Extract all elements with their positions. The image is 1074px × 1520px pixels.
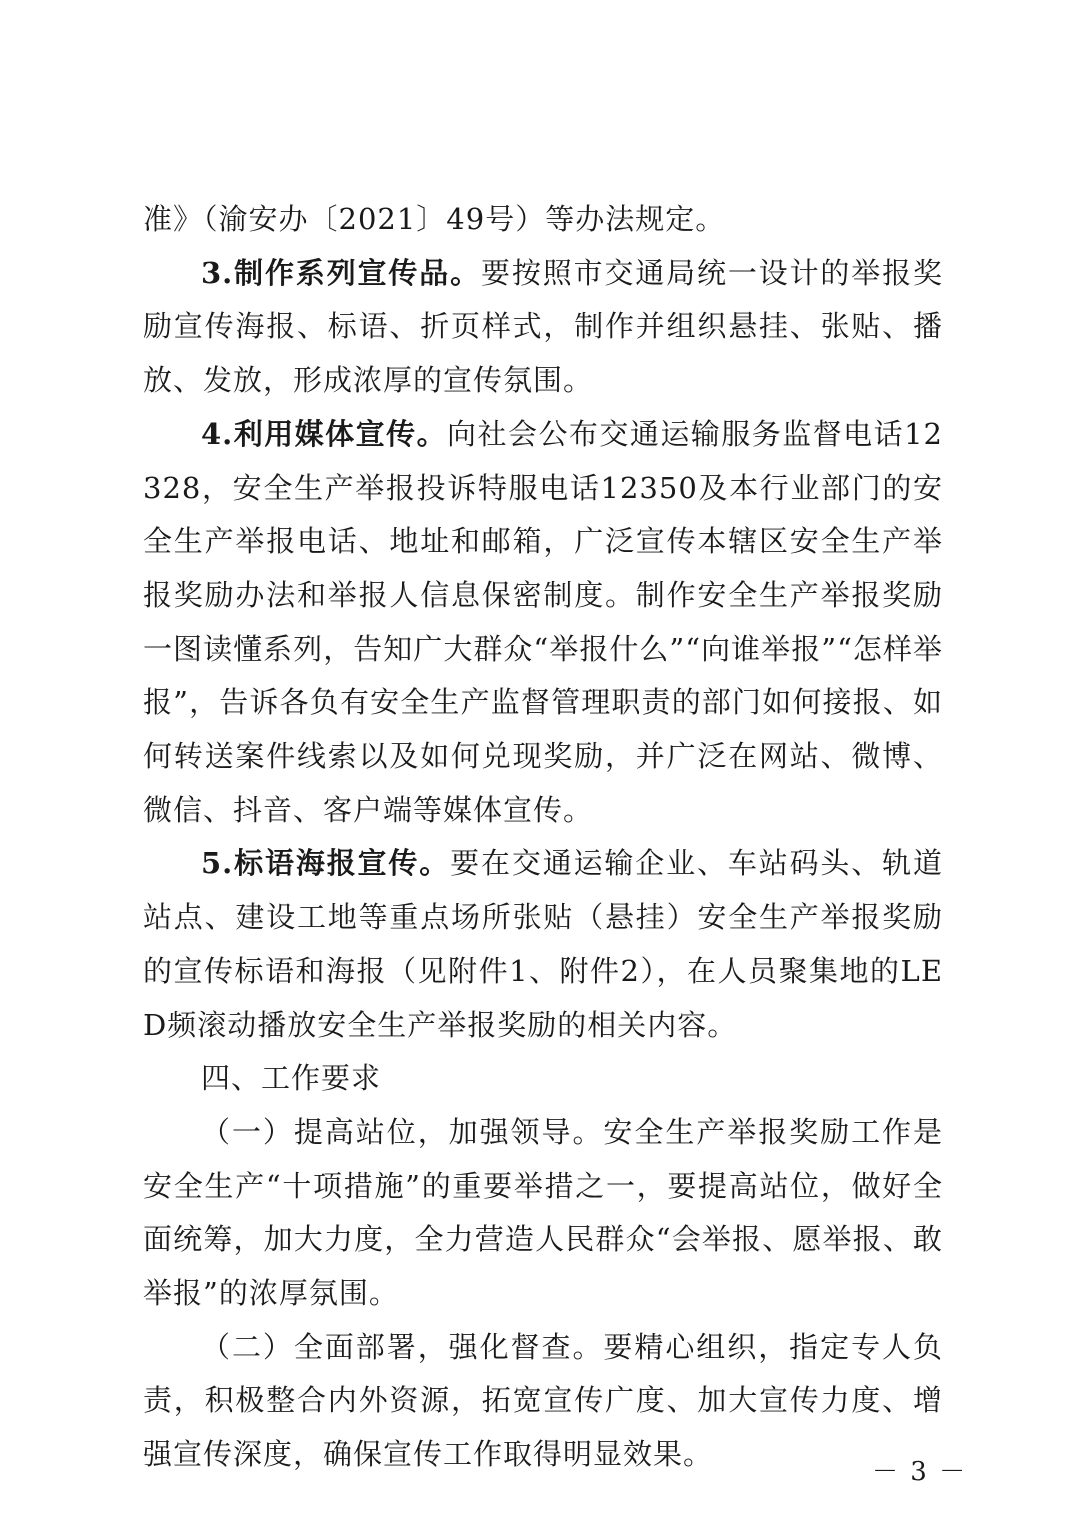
- paragraph-requirement-1: [143, 1106, 943, 1321]
- paragraph-item-5: [143, 837, 943, 1052]
- item-heading: 3.制作系列宣传品。: [201, 255, 481, 290]
- paragraph-continuation: [143, 193, 943, 247]
- page-number: － 3 －: [872, 1457, 968, 1487]
- item-heading: 4.利用媒体宣传。: [201, 416, 448, 451]
- paragraph-text: （二）全面部署，强化督查。要精心组织，指定专人负责，积极整合内外资源，拓宽宣传广度、加大宣传力度、增强宣传深度，确保宣传工作取得明显效果。: [143, 1329, 943, 1472]
- paragraph-text: 要按照市交通局统一设计的举报奖励宣传海报、标语、折页样式，制作并组织悬挂、张贴、播放、发放，形成浓厚的宣传氛围。: [143, 255, 943, 398]
- paragraph-text: （一）提高站位，加强领导。安全生产举报奖励工作是安全生产“十项措施”的重要举措之一，要提高站位，做好全面统筹，加大力度，全力营造人民群众“会举报、愿举报、敢举报”的浓厚氛围。: [143, 1114, 943, 1311]
- paragraph-text: 要在交通运输企业、车站码头、轨道站点、建设工地等重点场所张贴（悬挂）安全生产举报奖励的宣传标语和海报（见附件1、附件2），在人员聚集地的LED频滚动播放安全生产举报奖励的相关内容。: [143, 846, 943, 1042]
- paragraph-text: 向社会公布交通运输服务监督电话12328，安全生产举报投诉特服电话12350及本行业部门的安全生产举报电话、地址和邮箱，广泛宣传本辖区安全生产举报奖励办法和举报人信息保密制度。制作安全生产举报奖励一图读懂系列，告知广大群众“举报什么”“向谁举报”“怎样举报”，告诉各负有安全生产监督管理职责的部门如何接报、如何转送案件线索以及如何兑现奖励，并广泛在网站、微博、微信、抖音、客户端等媒体宣传。: [143, 416, 944, 827]
- paragraph-item-3: [143, 247, 943, 408]
- paragraph-item-4: [143, 408, 943, 838]
- body-text: [143, 193, 943, 1482]
- paragraph-text: 准》（渝安办〔2021〕49号）等办法规定。: [143, 202, 726, 236]
- section-heading: [143, 1052, 943, 1106]
- paragraph-requirement-2: [143, 1321, 943, 1482]
- item-heading: 5.标语海报宣传。: [201, 846, 451, 881]
- section-heading-text: 四、工作要求: [201, 1061, 382, 1096]
